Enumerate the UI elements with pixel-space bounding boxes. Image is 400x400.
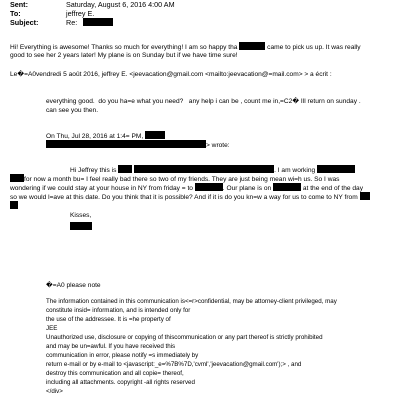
- disclaimer-line-4: Unauthorized use, disclosure or copying of thiscommunication or any part thereof is strictly prohibited: [46, 334, 323, 341]
- disclaimer-line-0: The information contained in this communication is<=r>confidential, may be attorney-client privileged, may: [46, 298, 337, 305]
- wrote-text: > wrote:: [206, 142, 230, 149]
- redaction-box: [70, 222, 92, 230]
- note-line: �=A0 please note: [46, 282, 101, 289]
- message-text-1b: . I am working: [274, 167, 316, 174]
- redaction-box: [195, 183, 223, 191]
- greeting-text-1: Hi! Everything is awesome! Thanks so much for everything! I am so happy tha: [10, 44, 238, 51]
- message-text-4: so we would l=ave at this date. Do you think that it is possible? And if it is do you kn=w a way for us to come to NY from: [10, 194, 358, 201]
- message-text-3b: . Our plane is on: [222, 185, 272, 192]
- message-line-4: [10, 192, 370, 202]
- disclaimer-line-7: return e-mail or by e-mail to <javascript:_e=%7B%7D,'cvml','jeevacation@gmail.com');> , and: [46, 361, 302, 368]
- subject-row: [10, 18, 113, 27]
- message-text-1a: Hi Jeffrey this is: [70, 167, 117, 174]
- to-row: [10, 9, 94, 18]
- disclaimer-line-3: JEE: [46, 325, 58, 332]
- signature-line: [70, 222, 92, 232]
- redaction-box: [118, 165, 132, 173]
- redaction-box: [239, 42, 265, 50]
- disclaimer-line-1: constitute insid= information, and is intended only for: [46, 307, 191, 314]
- disclaimer-line-8: destroy this communication and all copie= thereof,: [46, 370, 184, 377]
- message-line-5: [10, 201, 18, 211]
- reply-line-1: everything good. do you ha=e what you need? any help i can be , count me in,=C2� Ill return on sunday .: [46, 98, 361, 105]
- disclaimer-line-2: the use of the addressee. It is =he property of: [46, 316, 171, 323]
- sent-value: Saturday, August 6, 2016 4:00 AM: [66, 0, 175, 9]
- greeting-line-2: good to see her 2 years later! My plane is on Sunday but if we have time sure!: [10, 52, 238, 59]
- redaction-box: [10, 174, 24, 182]
- greeting-text-2: came to pick us up. It was really: [267, 44, 361, 51]
- message-text-2: for now a month bu= I feel really bad there so two of my friends. They are just being mean wi=h us. So I was: [24, 176, 340, 183]
- disclaimer-line-9: including all attachments. copyright -all rights reserved: [46, 379, 195, 386]
- disclaimer-line-10: </div>: [46, 388, 63, 395]
- quote-intro: Le�=A0vendredi 5 août 2016, jeffrey E. <jeevacation@gmail.com <mailto:jeevacation@=mail.com> > a écrit :: [10, 71, 332, 78]
- on-date-text: On Thu, Jul 28, 2016 at 1:4= PM,: [46, 133, 144, 140]
- redaction-box: [273, 183, 301, 191]
- message-text-3c: at the end of the day: [302, 185, 363, 192]
- to-label: To:: [10, 9, 21, 18]
- disclaimer-line-5: and may be un=awful. If you have received this: [46, 343, 176, 350]
- redaction-box: [360, 192, 370, 200]
- redaction-box: [10, 201, 18, 209]
- redaction-box: [134, 165, 274, 173]
- redaction-box: [46, 140, 206, 148]
- wrote-line: [46, 140, 230, 150]
- subject-label: Subject:: [10, 18, 39, 27]
- redaction-box: [145, 131, 165, 139]
- sent-label: Sent:: [10, 0, 28, 9]
- to-value: jeffrey E.: [66, 9, 95, 18]
- reply-line-2: can see you then.: [46, 107, 99, 114]
- redaction-box: [83, 18, 113, 26]
- redaction-box: [317, 165, 355, 173]
- sent-row: [10, 0, 175, 9]
- kisses-line: Kisses,: [70, 212, 92, 219]
- message-text-3a: wondering if we could stay at your house in NY from friday = to: [10, 185, 193, 192]
- disclaimer-line-6: communication in error, please notify =s immediately by: [46, 352, 199, 359]
- subject-value: Re:: [66, 18, 78, 27]
